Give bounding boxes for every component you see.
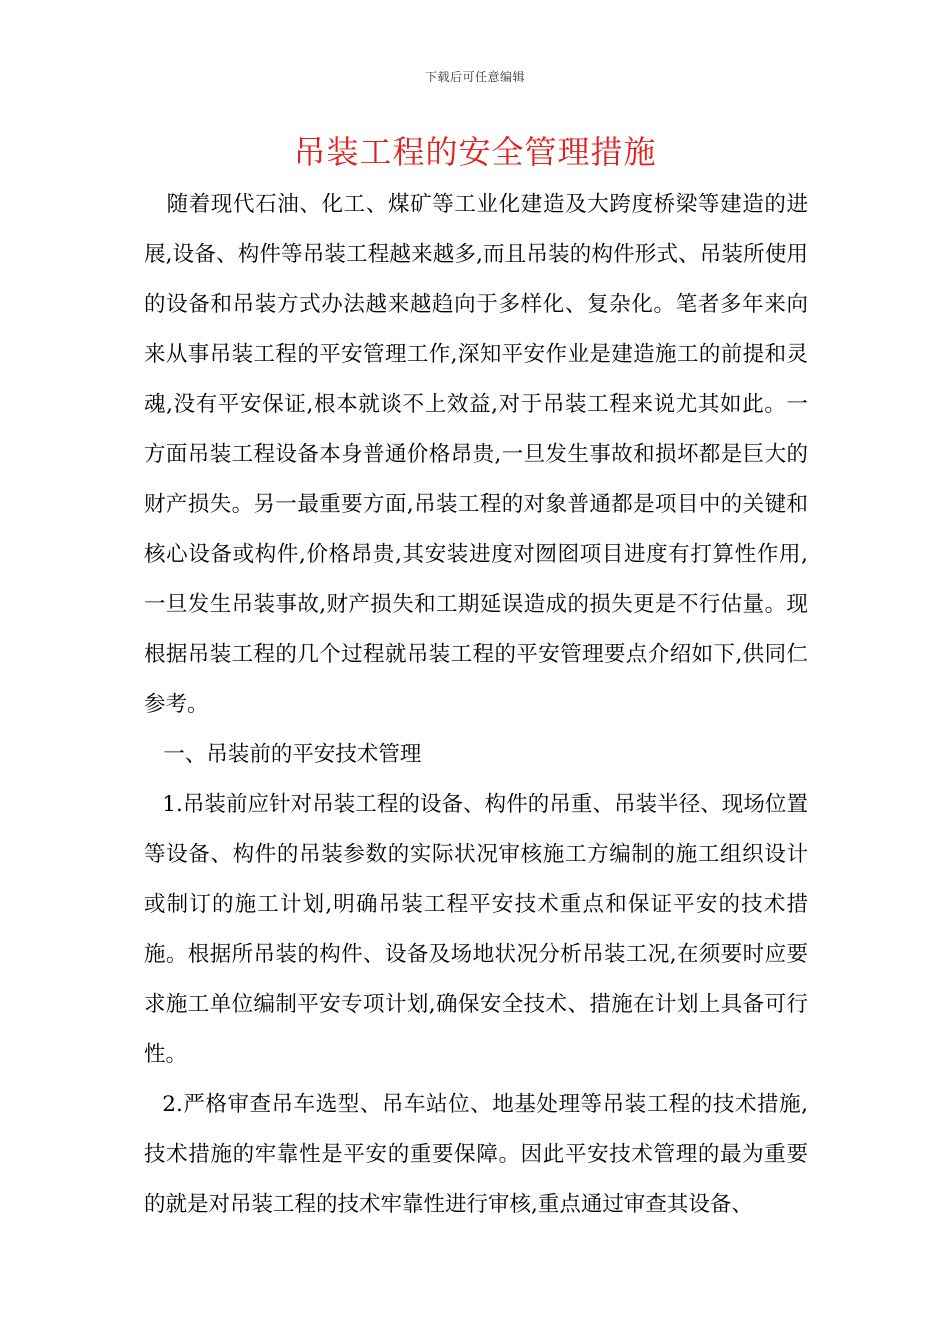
document-title: 吊装工程的安全管理措施 — [293, 133, 657, 171]
section-heading: 一、吊装前的平安技术管理 — [163, 742, 422, 767]
numbered-paragraph-2: 2.严格审查吊车选型、吊车站位、地基处理等吊装工程的技术措施,技术措施的牢靠性是平安的重要保障。因此平安技术管理的最为重要的就是对吊装工程的技术牢靠性进行审核,重点通过审查其设备、 — [144, 1092, 808, 1217]
document-body — [144, 180, 808, 1230]
intro-paragraph: 随着现代石油、化工、煤矿等工业化建造及大跨度桥梁等建造的进展,设备、构件等吊装工程越来越多,而且吊装的构件形式、吊装所使用的设备和吊装方式办法越来越趋向于多样化、复杂化。笔者多年来向来从事吊装工程的平安管理工作,深知平安作业是建造施工的前提和灵魂,没有平安保证,根本就谈不上效益,对于吊装工程来说尤其如此。一方面吊装工程设备本身普通价格昂贵,一旦发生事故和损坏都是巨大的财产损失。另一最重要方面,吊装工程的对象普通都是项目中的关键和核心设备或构件,价格昂贵,其安装进度对囫囵项目进度有打算性作用,一旦发生吊装事故,财产损失和工期延误造成的损失更是不行估量。现根据吊装工程的几个过程就吊装工程的平安管理要点介绍如下,供同仁参考。 — [144, 192, 808, 717]
numbered-paragraph-1: 1.吊装前应针对吊装工程的设备、构件的吊重、吊装半径、现场位置等设备、构件的吊装参数的实际状况审核施工方编制的施工组织设计或制订的施工计划,明确吊装工程平安技术重点和保证平安的技术措施。根据所吊装的构件、设备及场地状况分析吊装工况,在须要时应要求施工单位编制平安专项计划,确保安全技术、措施在计划上具备可行性。 — [144, 792, 808, 1067]
header-note: 下载后可任意编辑 — [424, 70, 525, 84]
